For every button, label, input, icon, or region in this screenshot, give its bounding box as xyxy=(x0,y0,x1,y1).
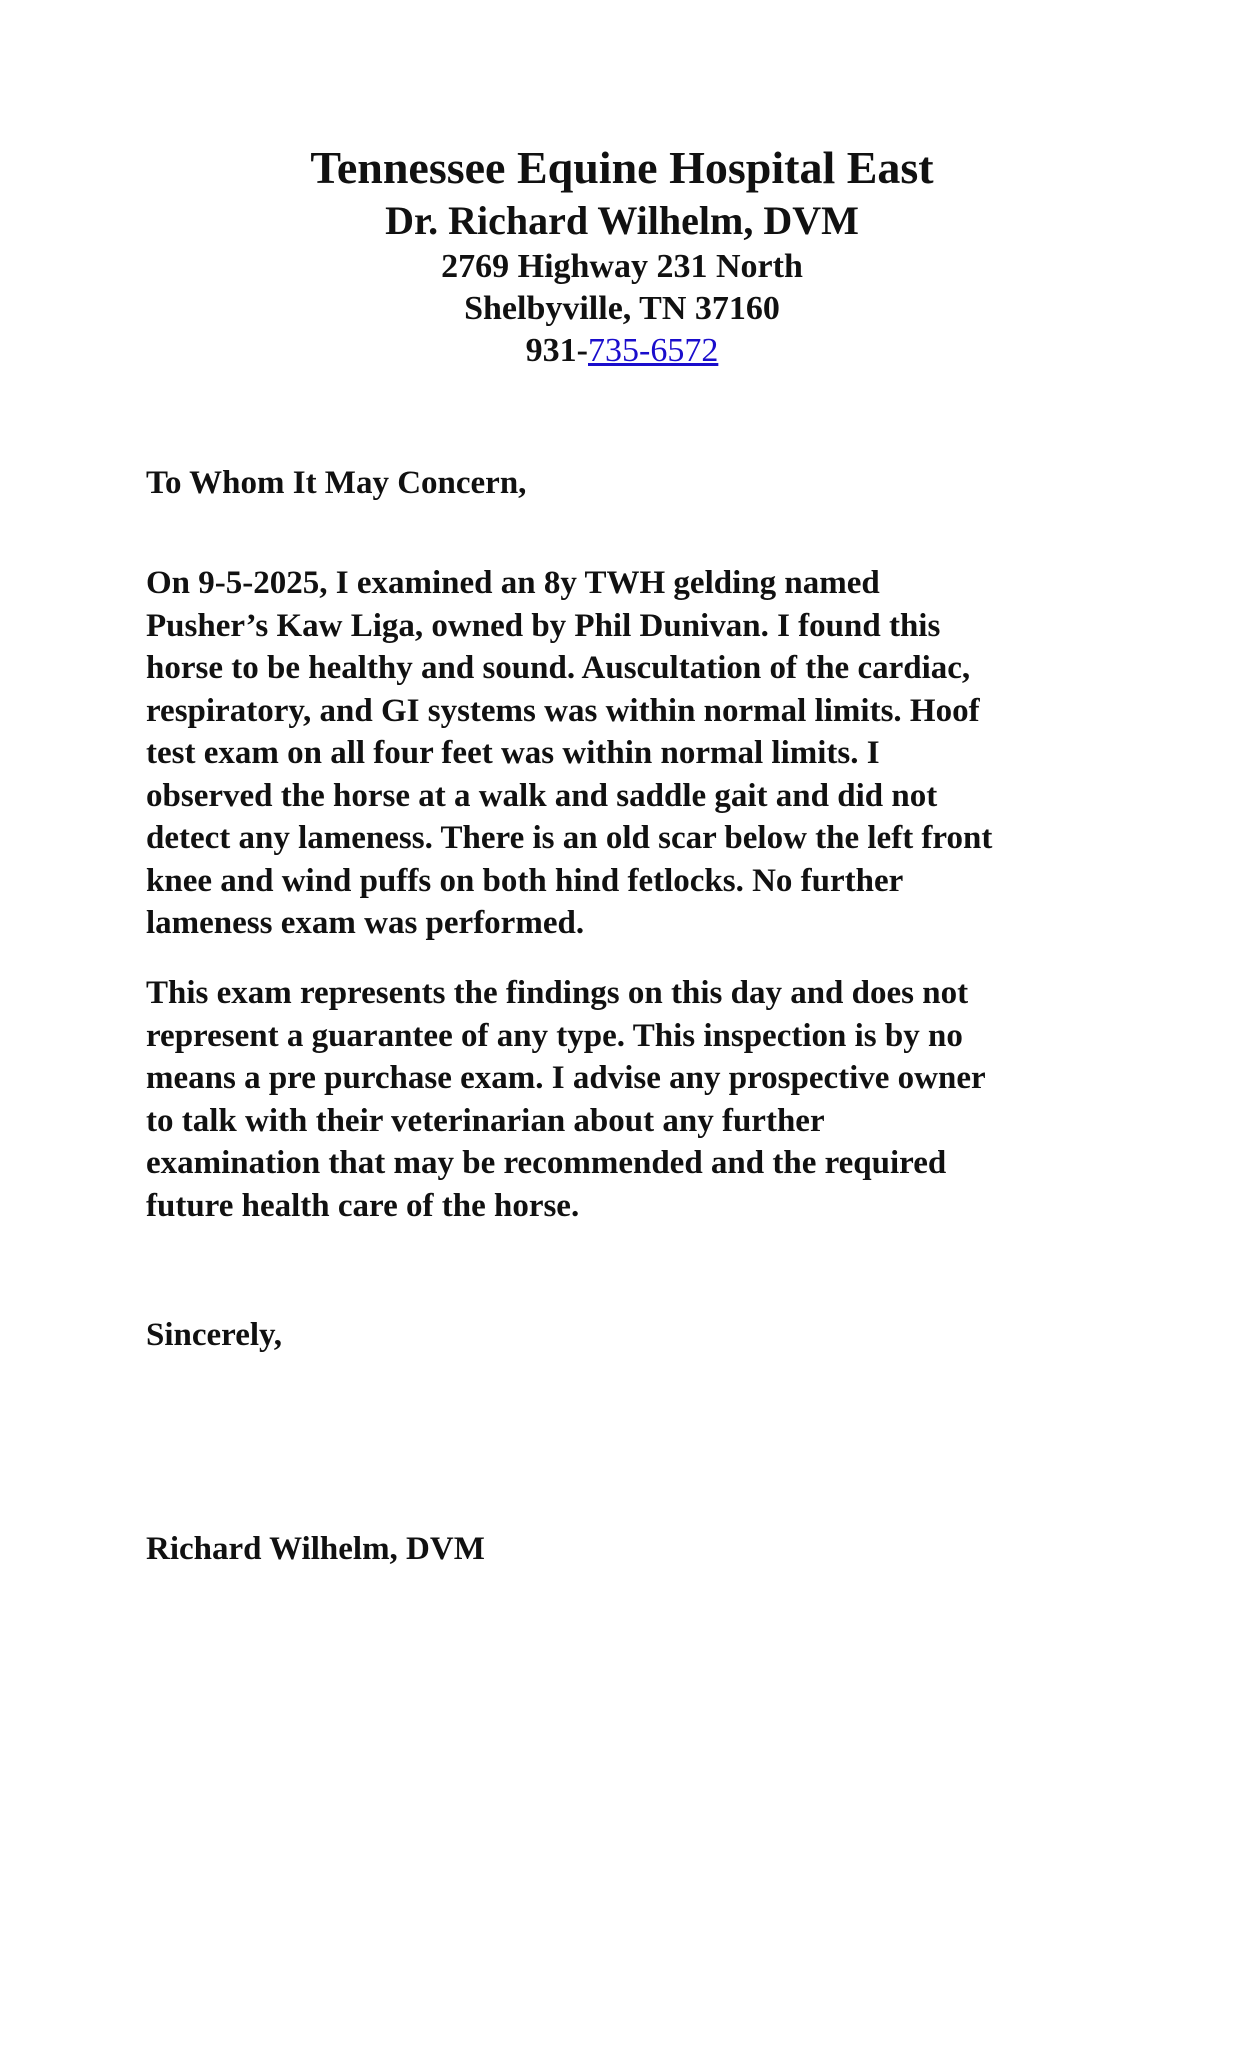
closing: Sincerely, xyxy=(146,1317,282,1353)
phone-area-code: 931- xyxy=(525,332,588,369)
paragraph-line: respiratory, and GI systems was within normal limits. Hoof xyxy=(146,692,980,729)
paragraph-line: represent a guarantee of any type. This inspection is by no xyxy=(146,1017,963,1054)
phone-link[interactable]: 735-6572 xyxy=(588,332,719,369)
exam-findings-paragraph xyxy=(146,562,1106,945)
paragraph-line: future health care of the horse. xyxy=(146,1187,580,1224)
disclaimer-paragraph xyxy=(146,972,1106,1227)
paragraph-line: examination that may be recommended and the required xyxy=(146,1145,947,1181)
salutation: To Whom It May Concern, xyxy=(146,465,527,501)
paragraph-line: On 9-5-2025, I examined an 8y TWH gelding named xyxy=(146,565,880,601)
hospital-name: Tennessee Equine Hospital East xyxy=(310,142,934,193)
paragraph-line: test exam on all four feet was within normal limits. I xyxy=(146,735,880,771)
phone-number xyxy=(0,330,1244,372)
paragraph-line: observed the horse at a walk and saddle gait and did not xyxy=(146,777,938,814)
paragraph-line: lameness exam was performed. xyxy=(146,905,585,941)
paragraph-line: This exam represents the findings on this day and does not xyxy=(146,975,969,1011)
paragraph-line: horse to be healthy and sound. Auscultation of the cardiac, xyxy=(146,650,971,686)
paragraph-line: knee and wind puffs on both hind fetlocks. No further xyxy=(146,862,904,899)
paragraph-line: to talk with their veterinarian about any further xyxy=(146,1102,825,1139)
doctor-name: Dr. Richard Wilhelm, DVM xyxy=(385,198,859,243)
address-city: Shelbyville, TN 37160 xyxy=(464,290,780,327)
letterhead xyxy=(0,140,1244,372)
paragraph-line: means a pre purchase exam. I advise any prospective owner xyxy=(146,1060,986,1096)
signature-name: Richard Wilhelm, DVM xyxy=(146,1531,485,1567)
address-street: 2769 Highway 231 North xyxy=(441,248,803,285)
paragraph-line: Pusher’s Kaw Liga, owned by Phil Dunivan. I found this xyxy=(146,607,941,644)
paragraph-line: detect any lameness. There is an old scar below the left front xyxy=(146,820,993,856)
